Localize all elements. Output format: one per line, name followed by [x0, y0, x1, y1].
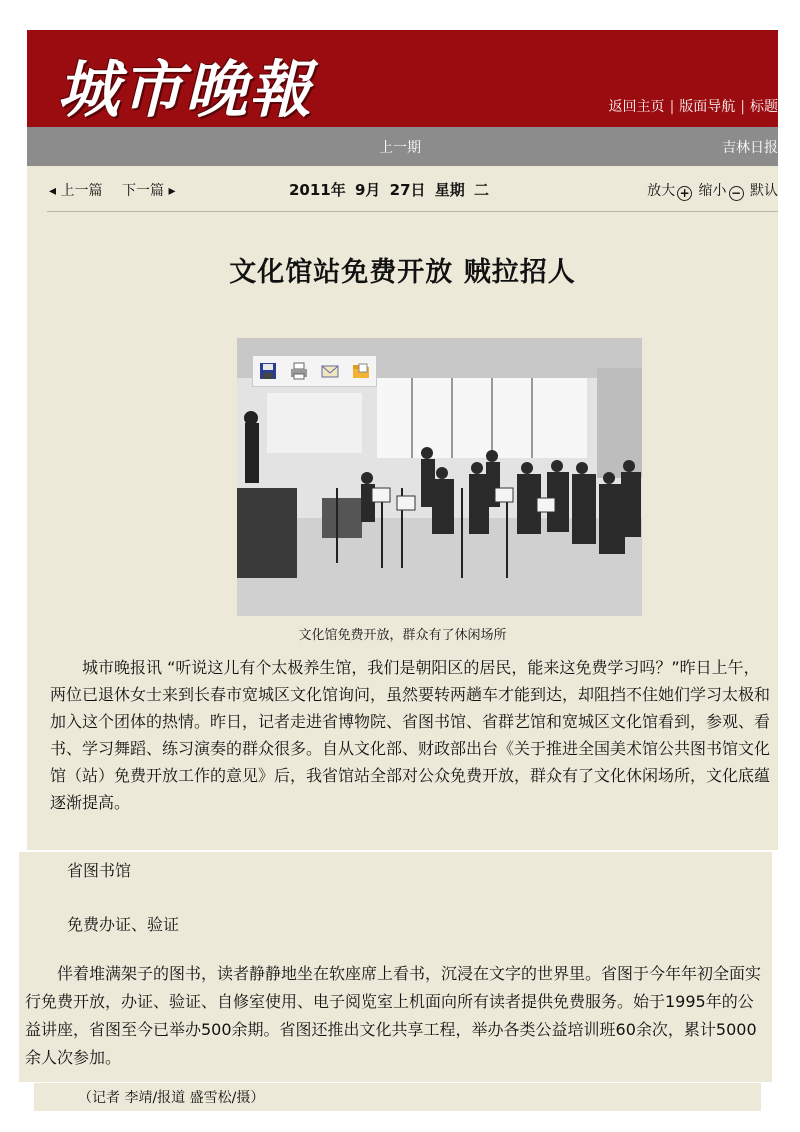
- prev-article-label: 上一篇: [60, 183, 103, 199]
- print-icon[interactable]: [289, 361, 309, 381]
- article-toolbar: [27, 166, 778, 210]
- newspaper-page: [27, 30, 778, 850]
- zoom-in-button[interactable]: [647, 183, 694, 199]
- photo-toolbar: [252, 355, 377, 387]
- next-article-button[interactable]: [122, 180, 175, 200]
- photo-caption: 文化馆免费开放，群众有了休闲场所: [298, 628, 507, 643]
- newspaper-logo: 城市晚報: [57, 53, 314, 126]
- masthead: [27, 30, 778, 127]
- minus-circle-icon: −: [729, 186, 744, 201]
- article-title: 文化馆站免费开放 贼拉招人: [229, 257, 576, 288]
- byline-box: [34, 1083, 761, 1111]
- triangle-right-icon: ▸: [164, 183, 176, 199]
- section-heading: 省图书馆: [67, 861, 132, 880]
- article-paragraph: 城市晚报讯 “听说这儿有个太极养生馆，我们是朝阳区的居民，能来这免费学习吗？”昨日上午，两位已退休女士来到长春市宽城区文化馆询问，虽然要转两趟车才能到达，却阻挡不住她们学习太极和加入这个团体的热情。昨日，记者走进省博物院、省图书馆、省群艺馆和宽城区文化馆看到，参观、看书、学习舞蹈、练习演奏的群众很多。自从文化部、财政部出台《关于推进全国美术馆公共图书馆文化馆（站）免费开放工作的意见》后，我省馆站全部对公众免费开放，群众有了文化休闲场所，文化底蕴逐渐提高。: [50, 658, 771, 812]
- article-continuation: [19, 852, 772, 1082]
- divider: [47, 211, 778, 212]
- zoom-in-label: 放大: [647, 183, 676, 199]
- jilin-daily-link[interactable]: 吉林日报: [722, 140, 778, 156]
- zoom-out-button[interactable]: [699, 183, 746, 199]
- triangle-left-icon: ◂: [49, 183, 61, 199]
- issue-bar: [27, 127, 778, 166]
- email-icon[interactable]: [320, 361, 340, 381]
- top-nav: [609, 96, 778, 116]
- default-size-button[interactable]: 默认: [750, 183, 778, 199]
- plus-circle-icon: +: [677, 186, 692, 201]
- prev-article-button[interactable]: [49, 180, 102, 200]
- byline: （记者 李靖/报道 盛雪松/摄）: [78, 1090, 265, 1106]
- nav-layout-link[interactable]: 版面导航: [679, 99, 736, 115]
- nav-titles-link[interactable]: 标题: [750, 99, 778, 115]
- next-article-label: 下一篇: [122, 183, 164, 199]
- save-icon[interactable]: [258, 361, 278, 381]
- nav-separator: |: [740, 99, 745, 115]
- zoom-controls: [647, 180, 778, 201]
- nav-separator: |: [669, 99, 675, 115]
- article-paragraph: 伴着堆满架子的图书，读者静静地坐在软座席上看书，沉浸在文字的世界里。省图于今年年初全面实行免费开放，办证、验证、自修室使用、电子阅览室上机面向所有读者提供免费服务。始于1995年的公益讲座，省图至今已举办500余期。省图还推出文化共享工程，举办各类公益培训班60余次，累计5000余人次参加。: [25, 964, 762, 1067]
- folder-icon[interactable]: [351, 361, 371, 381]
- prev-issue-link[interactable]: 上一期: [379, 140, 421, 156]
- nav-home-link[interactable]: 返回主页: [608, 99, 665, 115]
- article-photo: [237, 338, 642, 616]
- issue-date: 2011年 9月 27日 星期 二: [289, 181, 489, 199]
- zoom-out-label: 缩小: [698, 183, 727, 199]
- section-subheading: 免费办证、验证: [67, 915, 180, 934]
